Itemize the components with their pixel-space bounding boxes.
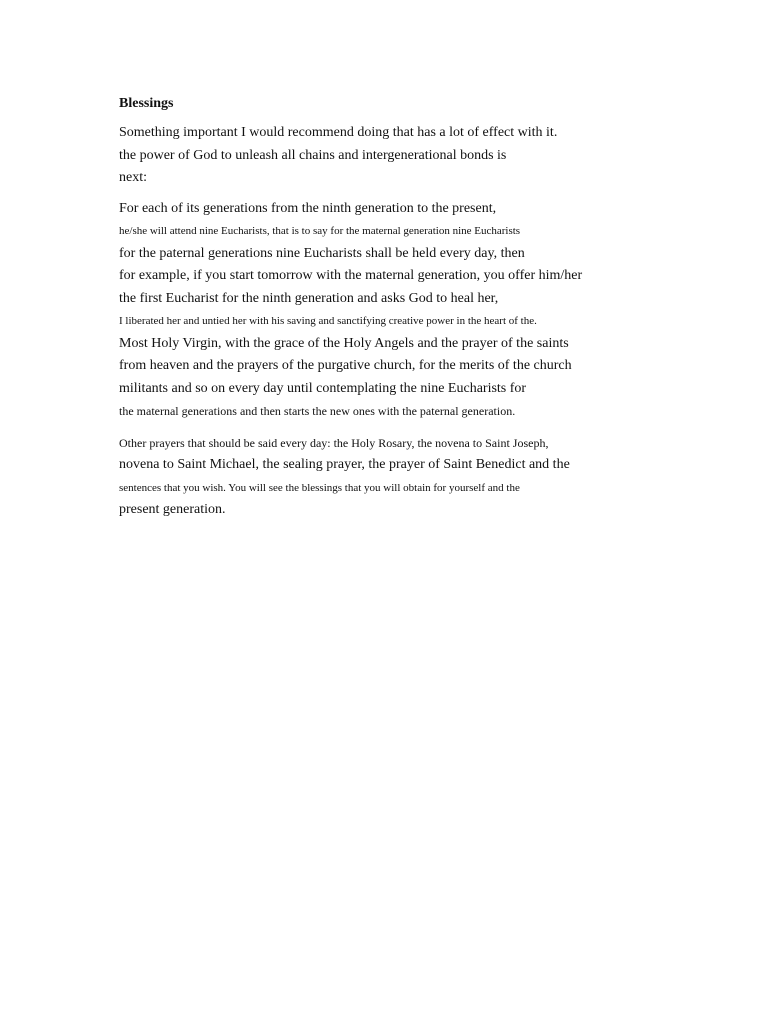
paragraph-gap <box>119 423 679 432</box>
text-line: the maternal generations and then starts the new ones with the paternal generation. <box>119 404 516 418</box>
paragraph-instructions <box>119 198 679 423</box>
paragraph-prayers <box>119 432 679 522</box>
document-title: Blessings <box>119 96 174 111</box>
text-line: for the paternal generations nine Eucharists shall be held every day, then <box>119 245 525 261</box>
text-line: I liberated her and untied her with his saving and sanctifying creative power in the heart of the. <box>119 315 537 327</box>
text-line: Something important I would recommend doing that has a lot of effect with it. <box>119 125 558 140</box>
text-line: the first Eucharist for the ninth generation and asks God to heal her, <box>119 290 499 306</box>
document-page <box>119 94 679 522</box>
text-line: Most Holy Virgin, with the grace of the Holy Angels and the prayer of the saints <box>119 335 569 351</box>
text-line: novena to Saint Michael, the sealing prayer, the prayer of Saint Benedict and the <box>119 457 570 472</box>
text-line: Other prayers that should be said every day: the Holy Rosary, the novena to Saint Joseph, <box>119 435 549 450</box>
text-line: next: <box>119 170 147 185</box>
paragraph-gap <box>119 190 679 198</box>
text-line: the power of God to unleash all chains and intergenerational bonds is <box>119 147 507 163</box>
text-line: For each of its generations from the ninth generation to the present, <box>119 200 497 216</box>
text-line: sentences that you wish. You will see the blessings that you will obtain for yourself and the <box>119 481 520 494</box>
text-line: from heaven and the prayers of the purgative church, for the merits of the church <box>119 358 572 373</box>
text-line: present generation. <box>119 502 226 517</box>
text-line: he/she will attend nine Eucharists, that is to say for the maternal generation nine Eucharists <box>119 225 521 237</box>
text-line: for example, if you start tomorrow with the maternal generation, you offer him/her <box>119 268 583 283</box>
text-line: militants and so on every day until contemplating the nine Eucharists for <box>119 380 527 396</box>
paragraph-intro <box>119 122 679 190</box>
